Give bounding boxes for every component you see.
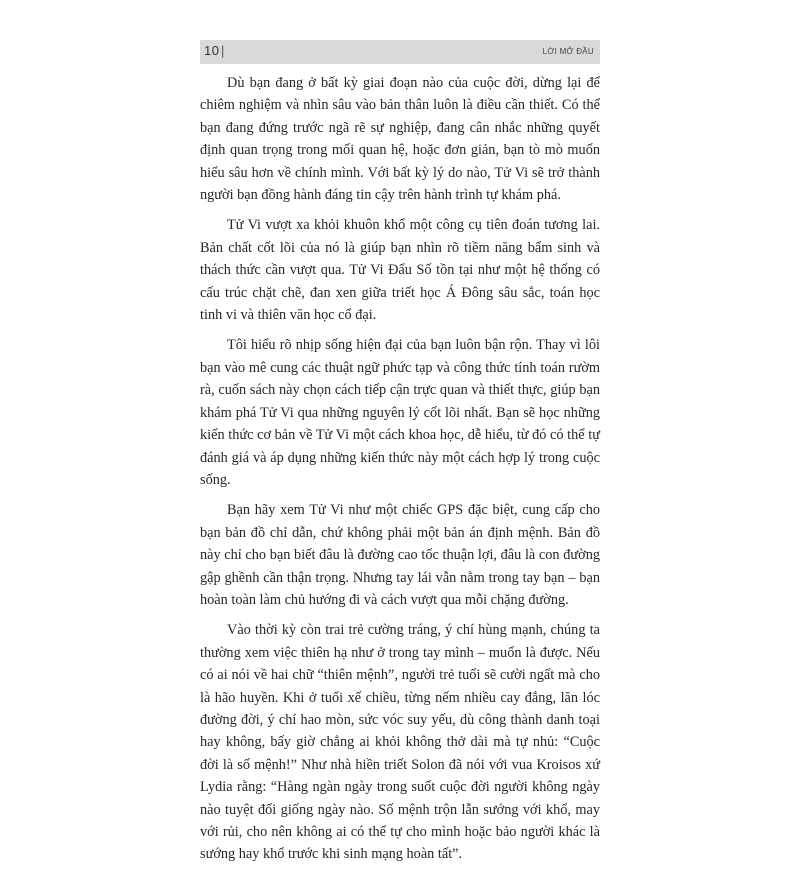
paragraph-1: Dù bạn đang ở bất kỳ giai đoạn nào của cuộc đời, dừng lại để chiêm nghiệm và nhìn sâu vào bản thân luôn là điều cần thiết. Có thể bạn đang đứng trước ngã rẽ sự nghiệp, đang cân nhắc những quyết định quan trọng trong mối quan hệ, hoặc đơn giản, bạn tò mò muốn hiểu sâu hơn về chính mình. Với bất kỳ lý do nào, Tử Vi sẽ trở thành người bạn đồng hành đáng tin cậy trên hành trình tự khám phá. xyxy=(200,75,600,204)
paragraph-5: Vào thời kỳ còn trai trẻ cường tráng, ý chí hùng mạnh, chúng ta thường xem việc thiên hạ như ở trong tay mình – muốn là được. Nếu có ai nói về hai chữ “thiên mệnh”, người trẻ tuổi sẽ cười ngất mà cho là hão huyền. Khi ở tuổi xế chiều, từng nếm nhiều cay đắng, lăn lóc đường đời, ý chí hao mòn, sức vóc suy yếu, dù công thành danh toại hay không, bấy giờ chẳng ai khỏi không thở dài mà tự nhủ: “Cuộc đời là số mệnh!” Như nhà hiền triết Solon đã nói với vua Kroisos xứ Lydia rằng: “Hàng ngàn ngày trong suốt cuộc đời người không ngày nào tuyệt đối giống ngày nào. Số mệnh trộn lẫn sướng với khổ, may với rủi, cho nên không ai có thể tự cho mình hoặc bảo người khác là sướng hay khổ trước khi sinh mạng hoàn tất”. xyxy=(200,622,600,863)
paragraph-2: Tử Vi vượt xa khỏi khuôn khổ một công cụ tiên đoán tương lai. Bản chất cốt lõi của nó là giúp bạn nhìn rõ tiềm năng bẩm sinh và thách thức cần vượt qua. Tử Vi Đẩu Số tồn tại như một hệ thống có cấu trúc chặt chẽ, đan xen giữa triết học Á Đông sâu sắc, toán học tinh vi và thiên văn học cổ đại. xyxy=(200,217,600,324)
paragraph-3: Tôi hiểu rõ nhịp sống hiện đại của bạn luôn bận rộn. Thay vì lôi bạn vào mê cung các thuật ngữ phức tạp và công thức tính toán rườm rà, cuốn sách này chọn cách tiếp cận trực quan và thiết thực, giúp bạn khám phá Tử Vi qua những nguyên lý cốt lõi nhất. Bạn sẽ học những kiến thức cơ bản về Tử Vi một cách khoa học, dễ hiểu, từ đó có thể tự đánh giá và áp dụng những kiến thức này một cách hợp lý trong cuộc sống. xyxy=(200,337,600,488)
paragraph-4: Bạn hãy xem Tử Vi như một chiếc GPS đặc biệt, cung cấp cho bạn bản đồ chỉ dẫn, chứ không phải một bản án định mệnh. Bản đồ này chỉ cho bạn biết đâu là đường cao tốc thuận lợi, đâu là con đường gập ghềnh cần thận trọng. Nhưng tay lái vẫn nằm trong tay bạn – bạn hoàn toàn làm chủ hướng đi và cách vượt qua mỗi chặng đường. xyxy=(200,502,600,608)
body-text xyxy=(200,72,600,874)
running-title: LỜI MỞ ĐẦU xyxy=(542,47,594,56)
page-number: 10 xyxy=(204,43,220,58)
header-separator: | xyxy=(221,43,225,58)
page-header xyxy=(200,40,600,64)
